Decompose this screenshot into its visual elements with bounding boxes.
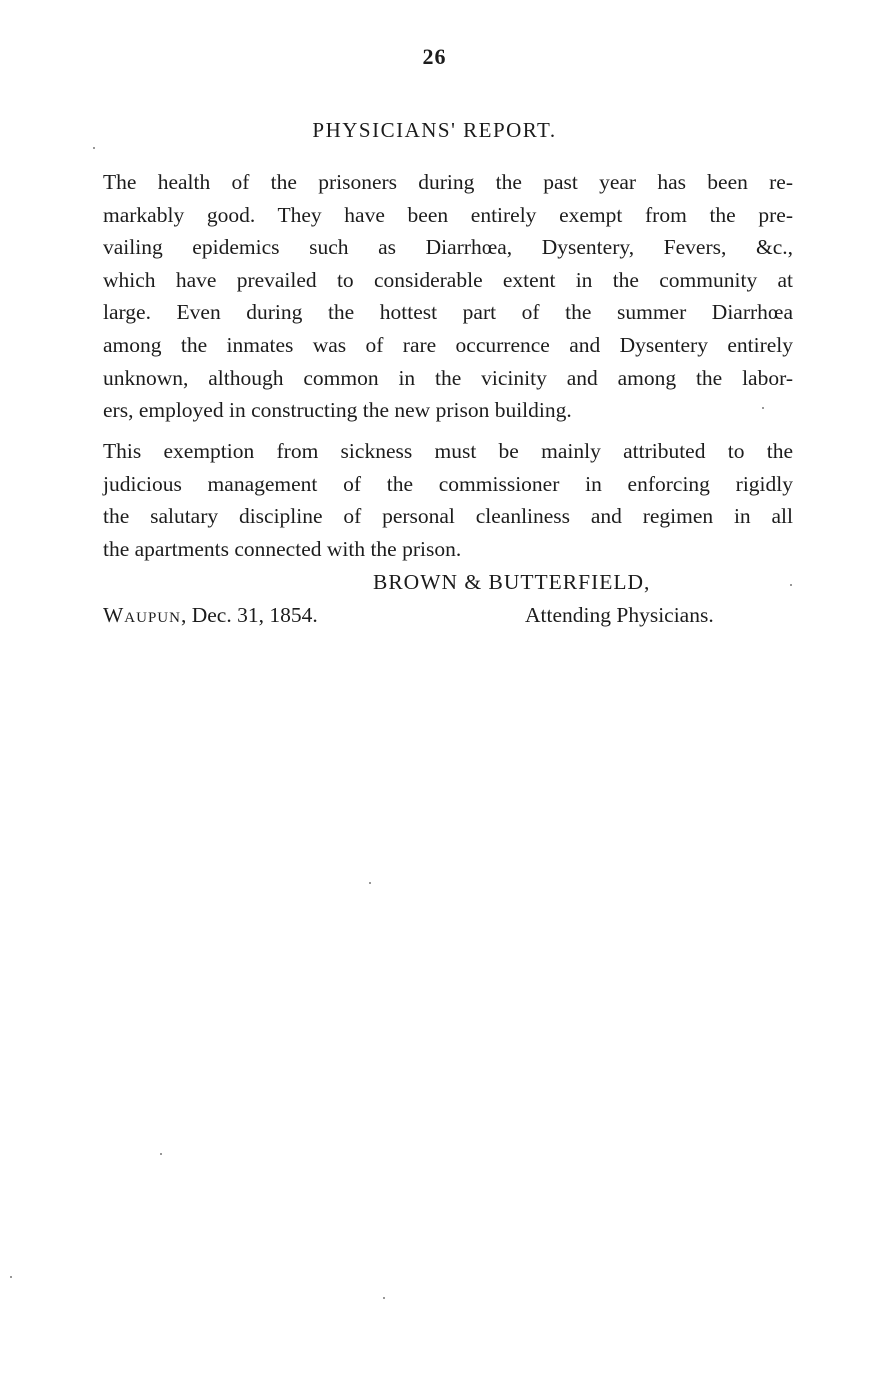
print-speck <box>93 147 95 149</box>
text-line: unknown, although common in the vicinity and among the labor- <box>103 365 793 390</box>
text-line: large. Even during the hottest part of the summer Diarrhœa <box>103 300 793 325</box>
text-line: among the inmates was of rare occurrence and Dysentery entirely <box>103 332 793 357</box>
text-line: ers, employed in constructing the new prison building. <box>103 398 572 423</box>
signature-name: BROWN & BUTTERFIELD, <box>373 570 651 594</box>
paragraph-exemption <box>103 435 793 565</box>
print-speck <box>369 882 371 884</box>
text-line: which have prevailed to considerable extent in the community at <box>103 267 793 292</box>
text-line: judicious management of the commissioner in enforcing rigidly <box>103 471 793 496</box>
signature-role: Attending Physicians. <box>525 603 714 627</box>
report-date: , Dec. 31, 1854. <box>180 603 318 627</box>
page-number: 26 <box>422 44 447 69</box>
print-speck <box>160 1153 162 1155</box>
place-name: Waupun <box>103 603 181 627</box>
text-line: The health of the prisoners during the past year has been re- <box>103 170 793 194</box>
text-line: the apartments connected with the prison. <box>103 536 462 561</box>
text-line: This exemption from sickness must be mainly attributed to the <box>103 439 793 463</box>
place-date <box>103 603 318 628</box>
paragraph-health <box>103 166 793 427</box>
text-line: vailing epidemics such as Diarrhœa, Dysentery, Fevers, &c., <box>103 235 793 260</box>
print-speck <box>383 1297 385 1299</box>
report-title: PHYSICIANS' REPORT. <box>312 118 557 142</box>
print-speck <box>762 407 764 409</box>
text-line: markably good. They have been entirely exempt from the pre- <box>103 202 793 227</box>
print-speck <box>790 584 792 586</box>
text-line: the salutary discipline of personal cleanliness and regimen in all <box>103 504 793 529</box>
print-speck <box>10 1276 12 1278</box>
